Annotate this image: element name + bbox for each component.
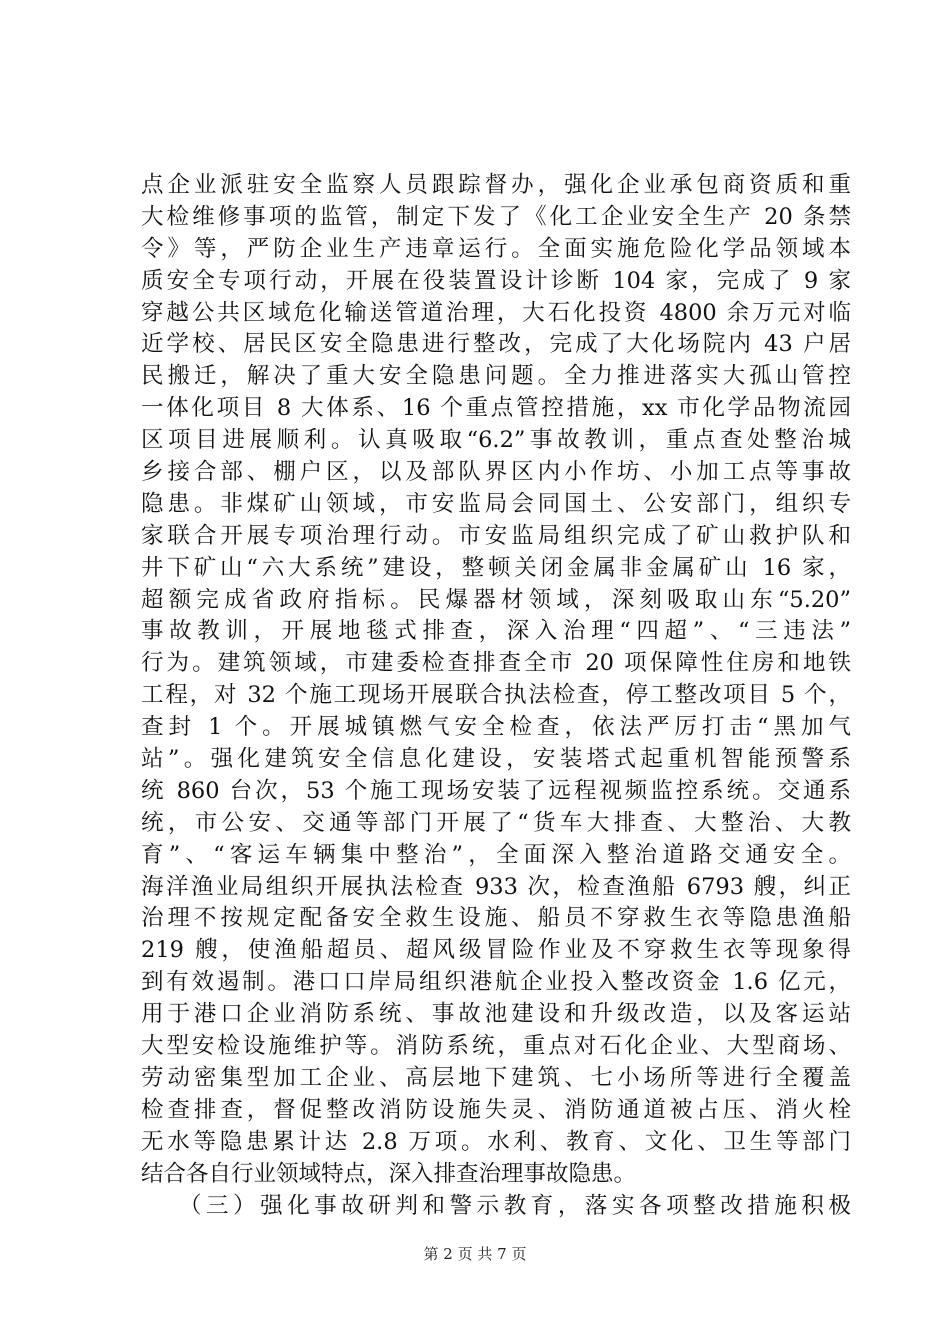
- text-line-paragraph-end: 结合各自行业领域特点，深入排查治理事故隐患。: [141, 1160, 637, 1187]
- text-line: 家联合开展专项治理行动。市安监局组织完成了矿山救护队和: [141, 522, 851, 549]
- text-line: 育”、“客运车辆集中整治”，全面深入整治道路交通安全。: [141, 841, 851, 868]
- text-line: 检查排查，督促整改消防设施失灵、消防通道被占压、消火栓: [141, 1096, 851, 1123]
- text-line: 统 860 台次，53 个施工现场安装了远程视频监控系统。交通系: [141, 777, 851, 804]
- text-line: 近学校、居民区安全隐患进行整改，完成了大化场院内 43 户居: [141, 331, 851, 358]
- text-line: 乡接合部、棚户区，以及部队界区内小作坊、小加工点等事故: [141, 459, 851, 486]
- text-line: 治理不按规定配备安全救生设施、船员不穿救生衣等隐患渔船: [141, 905, 851, 932]
- text-line: 超额完成省政府指标。民爆器材领域，深刻吸取山东“5.20”: [141, 586, 851, 613]
- section-heading-line: （三）强化事故研判和警示教育，落实各项整改措施积极: [179, 1192, 851, 1219]
- text-line: 海洋渔业局组织开展执法检查 933 次，检查渔船 6793 艘，纠正: [141, 873, 851, 900]
- text-line: 统，市公安、交通等部门开展了“货车大排查、大整治、大教: [141, 809, 851, 836]
- text-line: 质安全专项行动，开展在役装置设计诊断 104 家，完成了 9 家: [141, 267, 851, 294]
- text-line: 大检维修事项的监管，制定下发了《化工企业安全生产 20 条禁: [141, 203, 851, 230]
- text-line: 民搬迁，解决了重大安全隐患问题。全力推进落实大孤山管控: [141, 363, 851, 390]
- text-line: 工程，对 32 个施工现场开展联合执法检查，停工整改项目 5 个，: [141, 682, 851, 709]
- text-line: 无水等隐患累计达 2.8 万项。水利、教育、文化、卫生等部门: [141, 1128, 851, 1155]
- text-line: 行为。建筑领域，市建委检查排查全市 20 项保障性住房和地铁: [141, 650, 851, 677]
- page-footer: 第 2 页 共 7 页: [423, 1245, 527, 1263]
- text-line: 穿越公共区域危化输送管道治理，大石化投资 4800 余万元对临: [141, 299, 851, 326]
- text-line: 用于港口企业消防系统、事故池建设和升级改造，以及客运站: [141, 1001, 851, 1028]
- text-line: 隐患。非煤矿山领域，市安监局会同国土、公安部门，组织专: [141, 490, 851, 517]
- text-line: 一体化项目 8 大体系、16 个重点管控措施，xx 市化学品物流园: [141, 395, 851, 422]
- text-line: 点企业派驻安全监察人员跟踪督办，强化企业承包商资质和重: [141, 172, 851, 198]
- text-line: 查封 1 个。开展城镇燃气安全检查，依法严厉打击“黑加气: [141, 714, 851, 741]
- text-line: 区项目进展顺利。认真吸取“6.2”事故教训，重点查处整治城: [141, 427, 851, 454]
- text-line: 井下矿山“六大系统”建设，整顿关闭金属非金属矿山 16 家，: [141, 554, 851, 581]
- text-line: 事故教训，开展地毯式排查，深入治理“四超”、“三违法”: [141, 618, 851, 645]
- text-line: 到有效遏制。港口口岸局组织港航企业投入整改资金 1.6 亿元，: [141, 969, 851, 996]
- text-line: 令》等，严防企业生产违章运行。全面实施危险化学品领域本: [141, 235, 851, 262]
- text-line: 219 艘，使渔船超员、超风级冒险作业及不穿救生衣等现象得: [141, 937, 851, 964]
- text-line: 劳动密集型加工企业、高层地下建筑、七小场所等进行全覆盖: [141, 1064, 851, 1091]
- text-line: 大型安检设施维护等。消防系统，重点对石化企业、大型商场、: [141, 1033, 851, 1060]
- text-line: 站”。强化建筑安全信息化建设，安装塔式起重机智能预警系: [141, 746, 851, 773]
- body-text: [141, 170, 851, 1222]
